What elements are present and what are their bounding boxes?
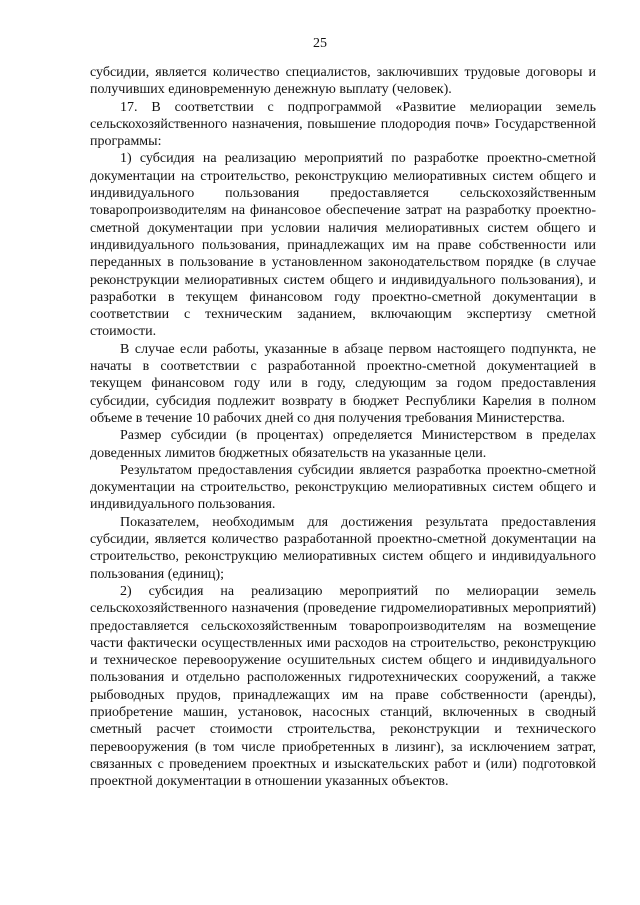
paragraph-refund-condition: В случае если работы, указанные в абзаце первом настоящего подпункта, не начаты в соответствии с разработанной проектно-сметной документацией в текущем финансовом году или в году, следующим за годом предоставления субсидии, субсидия подлежит возврату в бюджет Республики Карелия в полном объеме в течение 10 рабочих дней со дня получения требования Министерства. xyxy=(90,341,596,426)
page-number: 25 xyxy=(313,36,327,51)
paragraph-continuation: субсидии, является количество специалистов, заключивших трудовые договоры и получивших единовременную денежную выплату (человек). xyxy=(90,65,596,98)
document-body xyxy=(90,64,596,790)
paragraph-subsidy-size: Размер субсидии (в процентах) определяется Министерством в пределах доведенных лимитов бюджетных обязательств на указанные цели. xyxy=(90,428,596,461)
paragraph-subsidy-2: 2) субсидия на реализацию мероприятий по мелиорации земель сельскохозяйственного назначения (проведение гидромелиоративных мероприятий) предоставляется сельскохозяйственным товаропроизводителям на возмещение части фактически осуществленных ими расходов на строительство, реконструкцию и техническое перевооружение осушительных систем общего и индивидуального пользования и отдельно расположенных гидротехнических сооружений, а также рыбоводных прудов, принадлежащих им на праве собственности (аренды), приобретение машин, установок, насосных станций, включенных в сводный сметный расчет стоимости строительства, реконструкции и технического перевооружения (в том числе приобретенных в лизинг), за исключением затрат, связанных с проведением проектных и изыскательских работ и (или) подготовкой проектной документации в отношении указанных объектов. xyxy=(90,583,596,790)
paragraph-item-17: 17. В соответствии с подпрограммой «Развитие мелиорации земель сельскохозяйственного назначения, повышение плодородия почв» Государственной программы: xyxy=(90,99,596,150)
paragraph-subsidy-1: 1) субсидия на реализацию мероприятий по разработке проектно-сметной документации на строительство, реконструкцию мелиоративных систем общего и индивидуального пользования предоставляется сельскохозяйственным товаропроизводителям на финансовое обеспечение затрат на разработку проектно-сметной документации при условии наличия мелиоративных систем общего и индивидуального пользования, принадлежащих им на праве собственности или переданных в пользование в установленном законодательством порядке (в случае реконструкции мелиоративных систем общего и индивидуального пользования), и разработки в текущем финансовом году проектно-сметной документации в соответствии с техническим заданием, включающим экспертизу сметной стоимости. xyxy=(90,151,596,340)
paragraph-result: Результатом предоставления субсидии является разработка проектно-сметной документации на строительство, реконструкцию мелиоративных систем общего и индивидуального пользования. xyxy=(90,462,596,513)
paragraph-indicator: Показателем, необходимым для достижения результата предоставления субсидии, является количество разработанной проектно-сметной документации на строительство, реконструкцию мелиоративных систем общего и индивидуального пользования (единиц); xyxy=(90,514,596,582)
